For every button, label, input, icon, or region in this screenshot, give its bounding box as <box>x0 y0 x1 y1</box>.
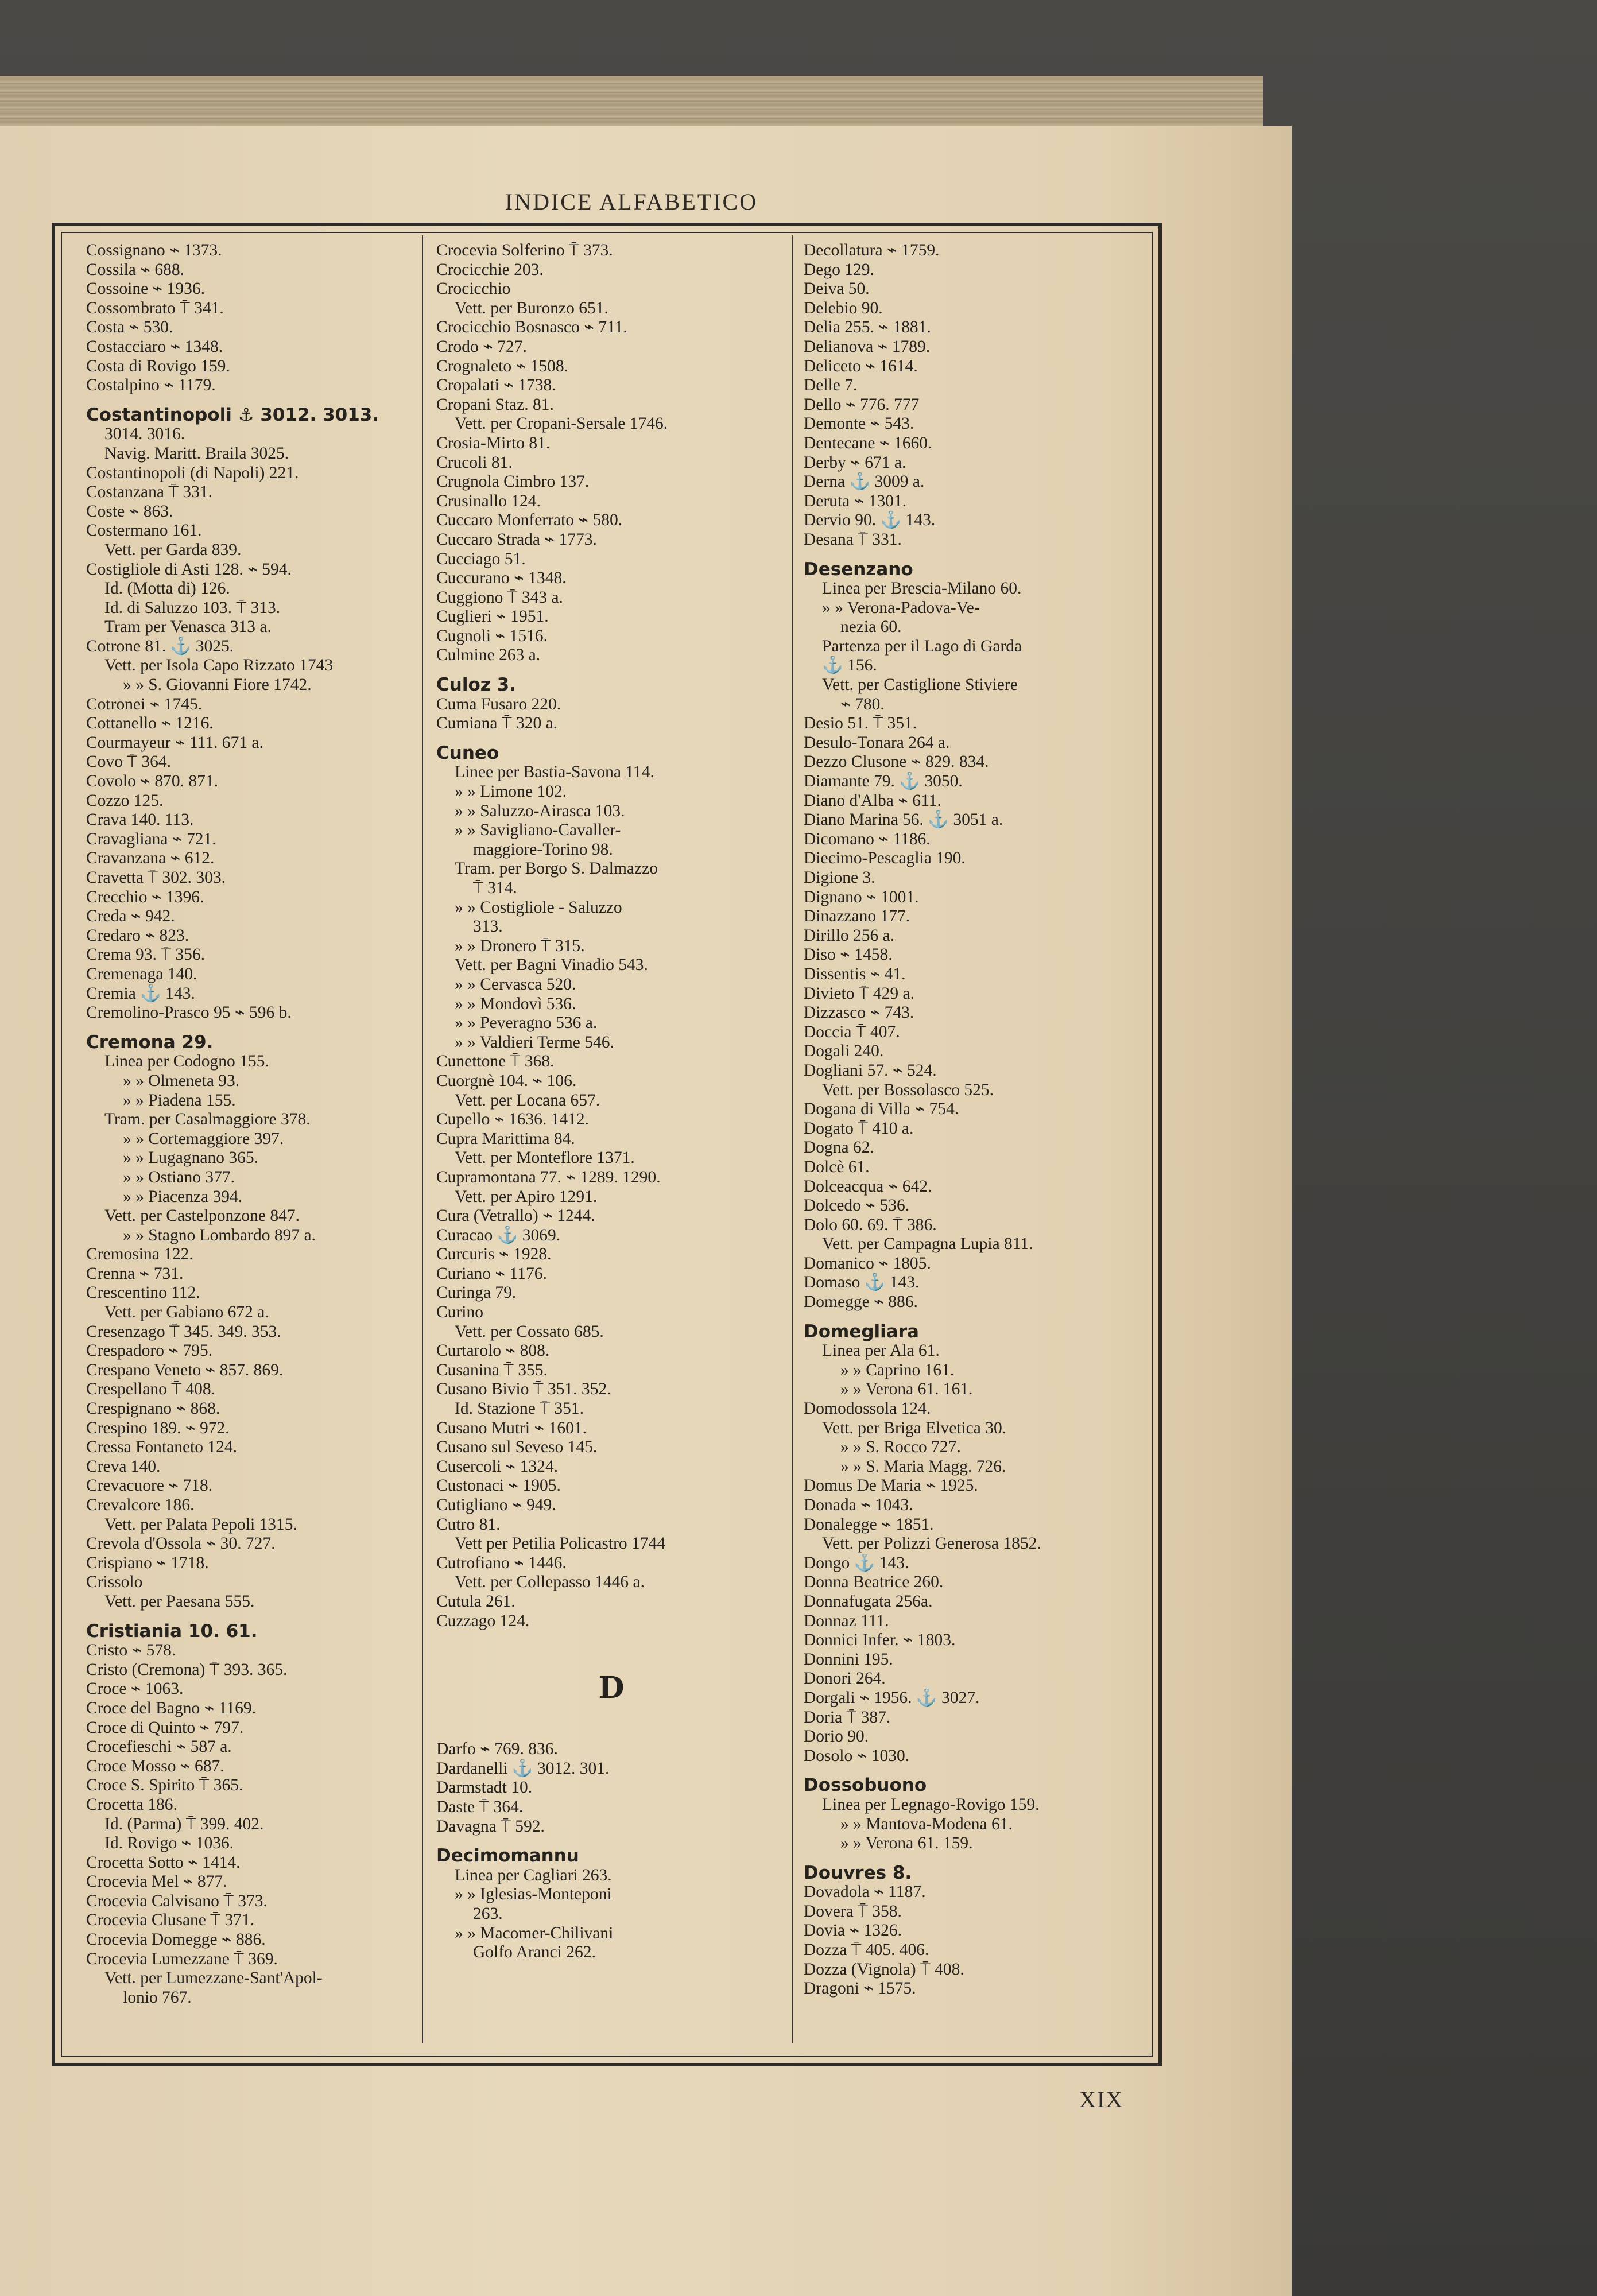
index-entry: Dovia ⌁ 1326. <box>804 1921 902 1940</box>
index-entry: Crocevia Lumezzane ⍑ 369. <box>86 1949 278 1968</box>
index-entry: Dentecane ⌁ 1660. <box>804 433 932 452</box>
index-entry: Crocevia Mel ⌁ 877. <box>86 1872 227 1891</box>
index-entry: 313. <box>473 917 503 936</box>
index-entry: » » S. Maria Magg. 726. <box>840 1457 1006 1476</box>
index-entry: Dolcedo ⌁ 536. <box>804 1196 910 1215</box>
index-entry: Curcuris ⌁ 1928. <box>436 1245 552 1264</box>
index-entry: Cutro 81. <box>436 1515 501 1534</box>
index-entry: Domus De Maria ⌁ 1925. <box>804 1476 978 1495</box>
index-entry: Diamante 79. ⚓ 3050. <box>804 772 963 791</box>
index-entry: Crevalcore 186. <box>86 1496 195 1514</box>
index-entry: Vett. per Bagni Vinadio 543. <box>455 956 648 975</box>
index-entry: Crema 93. ⍑ 356. <box>86 945 205 964</box>
index-entry: Vett. per Polizzi Generosa 1852. <box>822 1534 1041 1553</box>
index-entry: Courmayeur ⌁ 111. 671 a. <box>86 733 263 752</box>
index-entry: Divieto ⍑ 429 a. <box>804 984 915 1003</box>
index-entry: Costanzana ⍑ 331. <box>86 483 213 502</box>
index-entry: Domodossola 124. <box>804 1399 931 1418</box>
index-entry: 263. <box>473 1904 503 1923</box>
index-entry: Dogna 62. <box>804 1138 874 1157</box>
index-entry: Curinga 79. <box>436 1283 517 1302</box>
index-entry: Vett. per Palata Pepoli 1315. <box>104 1515 297 1534</box>
index-entry: Linee per Bastia-Savona 114. <box>455 763 654 782</box>
index-entry: Crocefieschi ⌁ 587 a. <box>86 1737 232 1756</box>
index-entry: Crespignano ⌁ 868. <box>86 1399 220 1418</box>
index-entry: Cravetta ⍑ 302. 303. <box>86 868 226 887</box>
index-column-1 <box>86 241 416 2049</box>
index-entry: Curino <box>436 1303 483 1322</box>
index-entry: Cropani Staz. 81. <box>436 395 554 414</box>
index-entry: Deruta ⌁ 1301. <box>804 491 907 510</box>
index-entry: » » Costigliole - Saluzzo <box>455 898 622 917</box>
index-entry: Cutigliano ⌁ 949. <box>436 1496 556 1514</box>
index-entry: Cura (Vetrallo) ⌁ 1244. <box>436 1207 595 1225</box>
index-entry: lonio 767. <box>123 1988 192 2007</box>
index-entry: Credaro ⌁ 823. <box>86 926 189 945</box>
index-entry: Donada ⌁ 1043. <box>804 1496 913 1514</box>
index-entry: Crocevia Calvisano ⍑ 373. <box>86 1891 268 1910</box>
index-entry: Dongo ⚓ 143. <box>804 1553 909 1572</box>
index-entry: Cuglieri ⌁ 1951. <box>436 607 549 626</box>
index-entry: Crava 140. 113. <box>86 810 194 829</box>
index-entry: Creva 140. <box>86 1457 161 1476</box>
index-entry: Vett. per Gabiano 672 a. <box>104 1303 269 1322</box>
index-entry: Crenna ⌁ 731. <box>86 1264 184 1283</box>
index-entry: Dozza ⍑ 405. 406. <box>804 1941 929 1960</box>
index-entry: 3014. 3016. <box>104 425 185 444</box>
index-entry: Vett. per Collepasso 1446 a. <box>455 1573 645 1592</box>
index-entry: Vett. per Cossato 685. <box>455 1322 604 1341</box>
index-heading: Costantinopoli ⚓ 3012. 3013. <box>86 405 379 425</box>
index-entry: Cossila ⌁ 688. <box>86 260 185 279</box>
index-entry: Id. (Motta di) 126. <box>104 579 230 598</box>
index-column-2 <box>436 241 786 2049</box>
index-entry: Cucciago 51. <box>436 549 526 568</box>
index-entry: Derby ⌁ 671 a. <box>804 453 906 472</box>
index-entry: ⌁ 780. <box>840 695 885 713</box>
index-heading: Douvres 8. <box>804 1863 912 1883</box>
index-entry: Cusercoli ⌁ 1324. <box>436 1457 558 1476</box>
index-entry: Crespellano ⍑ 408. <box>86 1380 215 1399</box>
index-entry: Vett. per Apiro 1291. <box>455 1187 598 1206</box>
index-entry: nezia 60. <box>840 618 902 637</box>
index-entry: Crocetta 186. <box>86 1795 177 1814</box>
index-entry: Crocetta Sotto ⌁ 1414. <box>86 1853 241 1872</box>
index-entry: Cossoine ⌁ 1936. <box>86 280 206 298</box>
index-entry: » » Olmeneta 93. <box>123 1071 240 1090</box>
index-entry: Dezzo Clusone ⌁ 829. 834. <box>804 753 989 771</box>
index-entry: Crocevia Clusane ⍑ 371. <box>86 1911 254 1930</box>
index-entry: » » Macomer-Chilivani <box>455 1923 614 1942</box>
index-entry: Curtarolo ⌁ 808. <box>436 1341 550 1360</box>
index-entry: Dovadola ⌁ 1187. <box>804 1883 926 1902</box>
page-header: INDICE ALFABETICO <box>505 189 758 215</box>
index-entry: Delle 7. <box>804 376 858 395</box>
index-entry: Navig. Maritt. Braila 3025. <box>104 444 289 463</box>
index-entry: Vett. per Cropani-Sersale 1746. <box>455 414 668 433</box>
index-entry: Costigliole di Asti 128. ⌁ 594. <box>86 560 292 579</box>
index-entry: Cupello ⌁ 1636. 1412. <box>436 1110 590 1129</box>
index-entry: Derna ⚓ 3009 a. <box>804 472 925 491</box>
index-entry: Donalegge ⌁ 1851. <box>804 1515 934 1534</box>
index-entry: » » Cortemaggiore 397. <box>123 1129 284 1148</box>
index-entry: Id. Rovigo ⌁ 1036. <box>104 1834 234 1853</box>
index-entry: Delianova ⌁ 1789. <box>804 337 931 356</box>
index-entry: Linea per Brescia-Milano 60. <box>822 579 1022 598</box>
index-entry: Dardanelli ⚓ 3012. 301. <box>436 1759 610 1778</box>
index-entry: Donnini 195. <box>804 1650 893 1669</box>
index-entry: Creda ⌁ 942. <box>86 907 175 926</box>
index-entry: Vett. per Buronzo 651. <box>455 298 608 317</box>
index-entry: » » Cervasca 520. <box>455 975 576 994</box>
index-entry: Dizzasco ⌁ 743. <box>804 1003 914 1022</box>
index-entry: » » Saluzzo-Airasca 103. <box>455 801 625 820</box>
index-entry: » » Verona 61. 161. <box>840 1380 973 1399</box>
index-entry: ⚓ 156. <box>822 656 877 675</box>
index-entry: Costa di Rovigo 159. <box>86 356 230 375</box>
index-entry: Darmstadt 10. <box>436 1778 533 1797</box>
index-entry: Crissolo <box>86 1573 143 1592</box>
index-entry: Cremosina 122. <box>86 1245 193 1264</box>
index-entry: Croce S. Spirito ⍑ 365. <box>86 1776 243 1795</box>
index-entry: Cossombrato ⍑ 341. <box>86 298 224 317</box>
index-entry: » » Caprino 161. <box>840 1360 955 1379</box>
index-entry: Cuggiono ⍑ 343 a. <box>436 588 563 607</box>
index-entry: Tram. per Borgo S. Dalmazzo <box>455 859 658 878</box>
index-heading: Culoz 3. <box>436 676 516 695</box>
index-entry: Donori 264. <box>804 1669 886 1688</box>
index-entry: Croce di Quinto ⌁ 797. <box>86 1718 244 1737</box>
index-entry: Cravagliana ⌁ 721. <box>86 829 216 848</box>
index-entry: Vett. per Bossolasco 525. <box>822 1080 994 1099</box>
index-heading: Desenzano <box>804 560 913 580</box>
index-entry: Dolcè 61. <box>804 1157 870 1176</box>
index-entry: Donnafugata 256a. <box>804 1592 933 1611</box>
index-entry: Cupramontana 77. ⌁ 1289. 1290. <box>436 1168 661 1186</box>
index-entry: Culmine 263 a. <box>436 646 541 665</box>
index-heading: Dossobuono <box>804 1776 927 1795</box>
index-entry: Costantinopoli (di Napoli) 221. <box>86 463 299 482</box>
index-entry: » » S. Rocco 727. <box>840 1438 961 1457</box>
index-entry: Vett. per Campagna Lupia 811. <box>822 1235 1033 1254</box>
index-entry: Custonaci ⌁ 1905. <box>436 1476 561 1495</box>
index-entry: Id. di Saluzzo 103. ⍑ 313. <box>104 598 281 617</box>
index-entry: Dogato ⍑ 410 a. <box>804 1119 914 1138</box>
index-entry: Crespino 189. ⌁ 972. <box>86 1418 230 1437</box>
index-entry: Vett. per Monteflore 1371. <box>455 1149 635 1168</box>
index-entry: Doria ⍑ 387. <box>804 1708 891 1727</box>
column-divider-2 <box>792 235 793 2043</box>
index-entry: » » Piadena 155. <box>123 1091 236 1110</box>
index-entry: Croce Mosso ⌁ 687. <box>86 1756 224 1775</box>
index-entry: Crucoli 81. <box>436 453 513 472</box>
index-entry: Vett. per Castiglione Stiviere <box>822 676 1018 695</box>
index-entry: » » Limone 102. <box>455 782 567 801</box>
index-entry: Tram per Venasca 313 a. <box>104 618 272 637</box>
index-heading: Domegliara <box>804 1322 919 1342</box>
index-entry: » » Piacenza 394. <box>123 1187 243 1206</box>
index-entry: Covo ⍑ 364. <box>86 753 172 771</box>
index-entry: Domegge ⌁ 886. <box>804 1293 918 1312</box>
index-entry: Cuccurano ⌁ 1348. <box>436 569 567 588</box>
index-entry: Cossignano ⌁ 1373. <box>86 241 222 259</box>
index-entry: Crosia-Mirto 81. <box>436 433 551 452</box>
index-entry: Dorgali ⌁ 1956. ⚓ 3027. <box>804 1688 980 1707</box>
index-entry: Dolceacqua ⌁ 642. <box>804 1177 932 1196</box>
index-entry: Crocicchio Bosnasco ⌁ 711. <box>436 318 627 337</box>
index-entry: Cusano sul Seveso 145. <box>436 1438 598 1457</box>
index-heading: Cremona 29. <box>86 1033 214 1053</box>
index-entry: Linea per Cagliari 263. <box>455 1865 612 1884</box>
index-entry: Dirillo 256 a. <box>804 926 895 945</box>
index-entry: » » Valdieri Terme 546. <box>455 1033 614 1052</box>
index-entry: Croce ⌁ 1063. <box>86 1680 184 1698</box>
index-entry: Dozza (Vignola) ⍑ 408. <box>804 1960 964 1979</box>
index-entry: Dinazzano 177. <box>804 907 910 926</box>
index-entry: » » Verona 61. 159. <box>840 1834 973 1853</box>
index-entry: Vett. per Castelponzone 847. <box>104 1207 300 1225</box>
index-entry: Cressa Fontaneto 124. <box>86 1438 238 1457</box>
index-entry: Vett. per Briga Elvetica 30. <box>822 1418 1007 1437</box>
index-entry: Cozzo 125. <box>86 791 164 810</box>
index-entry: Cropalati ⌁ 1738. <box>436 376 556 395</box>
index-entry: Costermano 161. <box>86 521 202 540</box>
index-entry: Linea per Legnago-Rovigo 159. <box>822 1795 1040 1814</box>
index-entry: Donna Beatrice 260. <box>804 1573 944 1592</box>
index-entry: Id. (Parma) ⍑ 399. 402. <box>104 1814 264 1833</box>
index-entry: Dovera ⍑ 358. <box>804 1902 902 1921</box>
index-entry: Decollatura ⌁ 1759. <box>804 241 940 259</box>
index-entry: Dorio 90. <box>804 1727 869 1746</box>
index-entry: Cotronei ⌁ 1745. <box>86 695 203 713</box>
index-entry: Crugnola Cimbro 137. <box>436 472 590 491</box>
index-entry: Cristo (Cremona) ⍑ 393. 365. <box>86 1660 288 1679</box>
index-entry: Vett per Petilia Policastro 1744 <box>455 1534 666 1553</box>
index-entry: Crocevia Solferino ⍑ 373. <box>436 241 613 259</box>
index-entry: Cuorgnè 104. ⌁ 106. <box>436 1071 577 1090</box>
index-entry: Costalpino ⌁ 1179. <box>86 376 216 395</box>
index-entry: Vett. per Garda 839. <box>104 540 242 559</box>
index-entry: Crevola d'Ossola ⌁ 30. 727. <box>86 1534 276 1553</box>
index-entry: Linea per Codogno 155. <box>104 1052 269 1071</box>
index-entry: Crespano Veneto ⌁ 857. 869. <box>86 1360 284 1379</box>
index-entry: Dogana di Villa ⌁ 754. <box>804 1100 959 1119</box>
index-heading: Decimomannu <box>436 1847 579 1866</box>
index-entry: Dolo 60. 69. ⍑ 386. <box>804 1215 937 1234</box>
index-entry: Cresenzago ⍑ 345. 349. 353. <box>86 1322 281 1341</box>
index-entry: Cusano Bivio ⍑ 351. 352. <box>436 1380 611 1399</box>
index-entry: Dragoni ⌁ 1575. <box>804 1979 916 1998</box>
index-entry: Cremenaga 140. <box>86 964 197 983</box>
index-entry: Diso ⌁ 1458. <box>804 945 893 964</box>
index-entry: Cupra Marittima 84. <box>436 1129 575 1148</box>
index-entry: Digione 3. <box>804 868 875 887</box>
index-entry: Cusano Mutri ⌁ 1601. <box>436 1418 587 1437</box>
index-entry: » » S. Giovanni Fiore 1742. <box>123 676 312 695</box>
index-entry: Dogali 240. <box>804 1042 884 1061</box>
index-entry: Daste ⍑ 364. <box>436 1797 524 1816</box>
index-entry: Dogliani 57. ⌁ 524. <box>804 1061 937 1080</box>
index-column-3 <box>804 241 1151 2049</box>
index-entry: » » Mondovì 536. <box>455 994 576 1013</box>
index-entry: Crodo ⌁ 727. <box>436 337 527 356</box>
index-entry: Id. Stazione ⍑ 351. <box>455 1399 584 1418</box>
index-entry: Cuma Fusaro 220. <box>436 695 561 713</box>
index-entry: Cotrone 81. ⚓ 3025. <box>86 637 234 656</box>
index-entry: » » Verona-Padova-Ve- <box>822 598 980 617</box>
index-entry: » » Savigliano-Cavaller- <box>455 821 621 840</box>
index-entry: Cottanello ⌁ 1216. <box>86 714 214 733</box>
index-entry: Cremolino-Prasco 95 ⌁ 596 b. <box>86 1003 292 1022</box>
index-entry: Tram. per Casalmaggiore 378. <box>104 1110 311 1129</box>
index-entry: » » Iglesias-Monteponi <box>455 1885 612 1904</box>
index-entry: Crocevia Domegge ⌁ 886. <box>86 1930 266 1949</box>
index-entry: Cutrofiano ⌁ 1446. <box>436 1553 567 1572</box>
index-entry: Cumiana ⍑ 320 a. <box>436 714 558 733</box>
index-entry: Vett. per Locana 657. <box>455 1091 600 1110</box>
index-entry: Cuzzago 124. <box>436 1611 530 1630</box>
index-entry: » » Peveragno 536 a. <box>455 1014 598 1033</box>
index-entry: Vett. per Lumezzane-Sant'Apol- <box>104 1969 323 1988</box>
index-entry: Cristo ⌁ 578. <box>86 1641 176 1660</box>
index-entry: Crognaleto ⌁ 1508. <box>436 356 568 375</box>
index-entry: Golfo Aranci 262. <box>473 1943 596 1962</box>
index-entry: Crispiano ⌁ 1718. <box>86 1553 209 1572</box>
index-entry: Dego 129. <box>804 260 874 279</box>
index-entry: Doccia ⍑ 407. <box>804 1022 900 1041</box>
index-entry: Coste ⌁ 863. <box>86 502 173 521</box>
column-divider-1 <box>422 235 423 2043</box>
index-entry: Desulo-Tonara 264 a. <box>804 733 950 752</box>
index-heading: Cristiania 10. 61. <box>86 1622 258 1642</box>
index-entry: Cugnoli ⌁ 1516. <box>436 626 548 645</box>
index-entry: Desio 51. ⍑ 351. <box>804 714 917 733</box>
index-entry: ⍑ 314. <box>473 879 517 897</box>
index-entry: maggiore-Torino 98. <box>473 840 613 859</box>
index-entry: Delia 255. ⌁ 1881. <box>804 318 931 337</box>
index-entry: Demonte ⌁ 543. <box>804 414 914 433</box>
index-entry: Donnaz 111. <box>804 1611 889 1630</box>
index-entry: Deliceto ⌁ 1614. <box>804 356 918 375</box>
index-entry: Davagna ⍑ 592. <box>436 1817 545 1836</box>
index-entry: Donnici Infer. ⌁ 1803. <box>804 1631 956 1650</box>
index-entry: Covolo ⌁ 870. 871. <box>86 772 219 791</box>
index-entry: Cravanzana ⌁ 612. <box>86 849 215 868</box>
index-entry: Cusanina ⍑ 355. <box>436 1360 548 1379</box>
index-entry: Costa ⌁ 530. <box>86 318 173 337</box>
index-entry: Croce del Bagno ⌁ 1169. <box>86 1698 257 1717</box>
index-entry: » » Mantova-Modena 61. <box>840 1814 1013 1833</box>
index-entry: Delebio 90. <box>804 298 883 317</box>
index-entry: Cuccaro Strada ⌁ 1773. <box>436 530 597 549</box>
index-entry: Crespadoro ⌁ 795. <box>86 1341 213 1360</box>
index-entry: Curiano ⌁ 1176. <box>436 1264 547 1283</box>
index-entry: Crevacuore ⌁ 718. <box>86 1476 213 1495</box>
index-entry: Darfo ⌁ 769. 836. <box>436 1740 558 1759</box>
index-entry: » » Dronero ⍑ 315. <box>455 936 585 955</box>
page-number: XIX <box>1079 2086 1124 2112</box>
index-entry: Diano d'Alba ⌁ 611. <box>804 791 941 810</box>
index-entry: Cutula 261. <box>436 1592 515 1611</box>
index-entry: Costacciaro ⌁ 1348. <box>86 337 223 356</box>
index-entry: Vett. per Paesana 555. <box>104 1592 255 1611</box>
index-entry: Domaso ⚓ 143. <box>804 1273 920 1292</box>
index-entry: Deiva 50. <box>804 280 870 298</box>
index-entry: Linea per Ala 61. <box>822 1341 940 1360</box>
index-heading: Cuneo <box>436 743 499 763</box>
index-entry: Cunettone ⍑ 368. <box>436 1052 555 1071</box>
index-entry: Cremia ⚓ 143. <box>86 984 195 1003</box>
index-entry: Vett. per Isola Capo Rizzato 1743 <box>104 656 334 675</box>
index-entry: Dignano ⌁ 1001. <box>804 887 919 906</box>
index-entry: Dello ⌁ 776. 777 <box>804 395 920 414</box>
index-entry: Diecimo-Pescaglia 190. <box>804 849 966 868</box>
index-entry: » » Lugagnano 365. <box>123 1149 258 1168</box>
index-entry: Crescentino 112. <box>86 1283 200 1302</box>
index-entry: Dosolo ⌁ 1030. <box>804 1746 910 1765</box>
index-entry: Curacao ⚓ 3069. <box>436 1225 561 1244</box>
index-entry: Crocicchie 203. <box>436 260 544 279</box>
index-entry: Dicomano ⌁ 1186. <box>804 829 931 848</box>
index-entry: Diano Marina 56. ⚓ 3051 a. <box>804 810 1003 829</box>
index-entry: Dervio 90. ⚓ 143. <box>804 511 936 530</box>
index-entry: » » Stagno Lombardo 897 a. <box>123 1225 316 1244</box>
index-entry: Crecchio ⌁ 1396. <box>86 887 204 906</box>
index-entry: Desana ⍑ 331. <box>804 530 902 549</box>
index-entry: Partenza per il Lago di Garda <box>822 637 1022 656</box>
section-letter: D <box>598 1670 625 1706</box>
index-entry: » » Ostiano 377. <box>123 1168 235 1186</box>
index-entry: Cuccaro Monferrato ⌁ 580. <box>436 511 623 530</box>
index-entry: Crocicchio <box>436 280 511 298</box>
index-entry: Crusinallo 124. <box>436 491 541 510</box>
index-entry: Domanico ⌁ 1805. <box>804 1254 931 1273</box>
index-entry: Dissentis ⌁ 41. <box>804 964 906 983</box>
